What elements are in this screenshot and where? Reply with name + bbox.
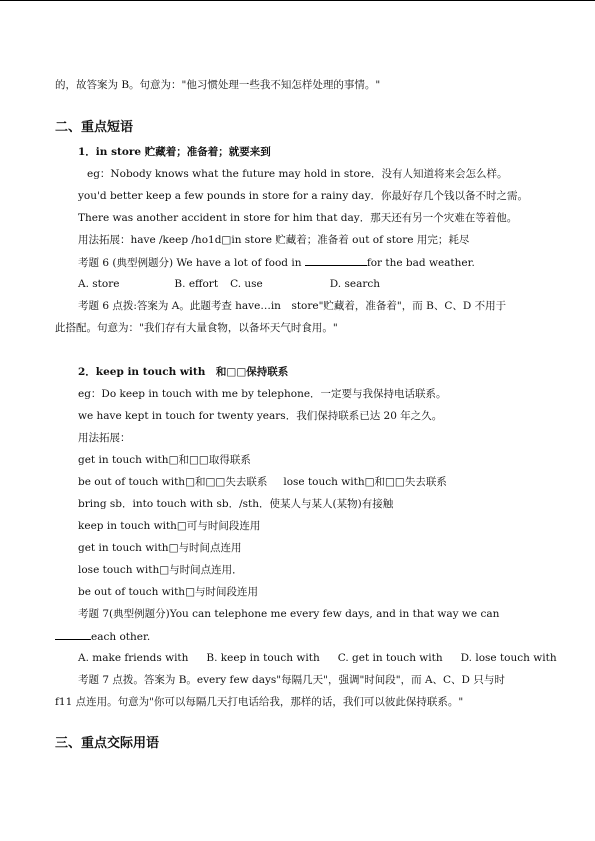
usage-phrase: be out of touch with□和□□失去联系	[78, 476, 268, 488]
usage-line	[78, 475, 447, 489]
usage-line: be out of touch with□与时间段连用	[78, 586, 258, 598]
text-line: 的，故答案为 B。句意为："他习惯处理一些我不知怎样处理的事情。"	[55, 79, 381, 91]
usage-line: get in touch with□与时间点连用	[78, 542, 242, 554]
option-b: B. keep in touch with	[206, 652, 320, 664]
option-d: D. search	[329, 278, 381, 290]
answer-explanation: 考题 6 点拨:答案为 A。此题考查 have…in store"贮藏着，准备着"，而 B、C、D 不用于	[78, 300, 507, 312]
options-question-6	[78, 277, 380, 291]
question-text: 考题 6 (典型例题分) We have a lot of food in	[78, 257, 302, 269]
example-line: eg：Nobody knows what the future may hold in store．没有人知道将来会怎么样。	[87, 168, 508, 180]
section-heading-key-phrases: 二、重点短语	[55, 120, 134, 135]
usage-line: keep in touch with□可与时间段连用	[78, 520, 261, 532]
usage-line: get in touch with□和□□取得联系	[78, 454, 251, 466]
usage-line: lose touch with□与时间点连用．	[78, 564, 243, 576]
example-line: eg：Do keep in touch with me by telephone．一定要与我保持电话联系。	[78, 388, 447, 400]
usage-phrase: lose touch with□和□□失去联系	[283, 476, 447, 488]
example-line: you'd better keep a few pounds in store for a rainy day．你最好存几个钱以备不时之需。	[78, 190, 528, 202]
usage-line: bring sb．into touch with sb．/sth．使某人与某人(某物)有接触	[78, 498, 394, 510]
header-rule	[0, 0, 595, 1]
question-text-end: for the bad weather.	[366, 257, 475, 269]
answer-explanation: 考题 7 点拨。答案为 B。every few days"每隔几天"，强调"时间段"，而 A、C、D 只与时	[78, 674, 505, 686]
answer-blank	[305, 255, 367, 266]
usage-extension-line: 用法拓展：have /keep /ho1d□in store 贮藏着；准备着 out of store 用完；耗尽	[78, 234, 470, 246]
phrase-heading-in-store: 1．in store 贮藏着；准备着；就要来到	[78, 146, 271, 158]
answer-blank	[55, 629, 91, 640]
answer-explanation: 此搭配。句意为："我们存有大量食物，以备坏天气时食用。"	[55, 322, 338, 334]
option-c: C. use	[230, 278, 263, 290]
phrase-heading-keep-in-touch: 2．keep in touch with 和□□保持联系	[78, 366, 289, 378]
section-heading-key-expressions: 三、重点交际用语	[55, 736, 160, 751]
option-c: C. get in touch with	[337, 652, 443, 664]
usage-extension-label: 用法拓展：	[78, 432, 131, 444]
exam-question-6	[78, 255, 475, 270]
example-line: There was another accident in store for him that day．那天还有另一个灾难在等着他。	[78, 212, 518, 224]
option-a: A. store	[78, 278, 120, 290]
option-d: D. lose touch with	[460, 652, 557, 664]
answer-explanation: f11 点连用。句意为"你可以每隔几天打电话给我，那样的话，我们可以彼此保持联系。"	[55, 696, 464, 708]
option-a: A. make friends with	[78, 652, 189, 664]
options-question-7	[78, 651, 557, 665]
question-text-end: each other.	[91, 631, 151, 643]
exam-question-7-cont	[55, 629, 150, 644]
exam-question-7: 考题 7(典型例题分)You can telephone me every few days, and in that way we can	[78, 608, 500, 620]
option-b: B. effort	[174, 278, 219, 290]
example-line: we have kept in touch for twenty years．我们保持联系已达 20 年之久。	[78, 410, 443, 422]
